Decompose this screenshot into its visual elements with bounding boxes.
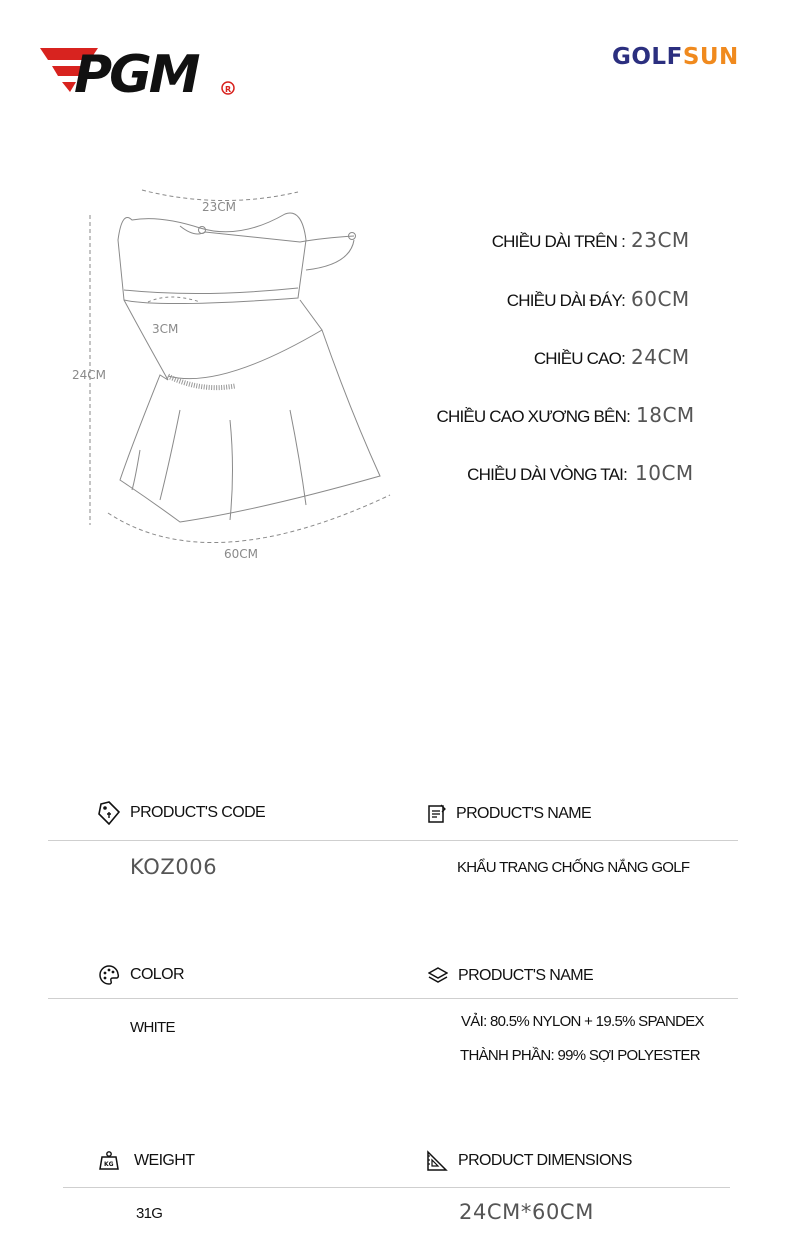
section-header-weight [98, 1148, 194, 1174]
diagram-label-bottom-width: 60CM [224, 547, 259, 561]
divider [48, 840, 738, 841]
dimensions-value: 24CM*60CM [459, 1200, 594, 1224]
spec-row-bottom-length [400, 287, 760, 317]
spec-value: 24CM [631, 345, 690, 369]
section-header-dimensions [426, 1148, 632, 1174]
color-value: WHITE [130, 1019, 175, 1036]
spec-row-top-length [400, 228, 760, 258]
pgm-logo [40, 44, 240, 98]
section-title: PRODUCT'S NAME [456, 805, 592, 822]
weight-icon [98, 1150, 120, 1172]
ruler-triangle-icon [426, 1150, 448, 1172]
section-header-material [428, 963, 593, 989]
diagram-label-top-width: 23CM [202, 200, 237, 214]
diagram-label-height: 24CM [72, 368, 107, 382]
section-header-name [428, 801, 591, 827]
spec-value: 60CM [631, 287, 690, 311]
spec-value: 23CM [631, 228, 690, 252]
document-icon [428, 804, 446, 824]
section-title: PRODUCT'S CODE [130, 804, 266, 821]
spec-row-ear-loop [400, 461, 760, 491]
spec-label: CHIỀU CAO XƯƠNG BÊN: [436, 407, 630, 426]
pgm-logo-text: PGM [74, 45, 198, 98]
golfsun-logo-golf: GOLF [612, 44, 683, 70]
material-composition-value: THÀNH PHẦN: 99% SỢI POLYESTER [460, 1047, 700, 1064]
divider [48, 998, 738, 999]
divider [63, 1187, 730, 1188]
spec-label: CHIỀU DÀI VÒNG TAI: [467, 465, 627, 484]
section-title: PRODUCT DIMENSIONS [458, 1152, 632, 1169]
section-header-code [98, 800, 265, 826]
spec-row-side-height [400, 403, 760, 433]
weight-value: 31G [136, 1205, 163, 1222]
diagram-label-nose-gap: 3CM [152, 322, 179, 336]
svg-text:R: R [225, 85, 232, 94]
spec-label: CHIỀU DÀI ĐÁY: [506, 291, 625, 310]
spec-row-height [400, 345, 760, 375]
spec-label: CHIỀU DÀI TRÊN : [491, 232, 625, 251]
palette-icon [98, 964, 120, 986]
spec-value: 10CM [635, 461, 694, 485]
section-header-color [98, 962, 184, 988]
spec-value: 18CM [636, 403, 695, 427]
weight-icon-text: KG [104, 1161, 114, 1168]
spec-label: CHIỀU CAO: [533, 349, 625, 368]
tag-icon [98, 801, 120, 825]
layers-icon [428, 966, 448, 986]
mask-diagram [60, 180, 410, 570]
material-fabric-value: VẢI: 80.5% NYLON + 19.5% SPANDEX [461, 1013, 704, 1030]
product-code-value: KOZ006 [130, 855, 218, 879]
section-title: WEIGHT [134, 1152, 195, 1169]
section-title: COLOR [130, 966, 184, 983]
section-title: PRODUCT'S NAME [458, 967, 594, 984]
product-name-value: KHẨU TRANG CHỐNG NẮNG GOLF [457, 859, 690, 876]
golfsun-logo-sun: SUN [682, 44, 739, 70]
golfsun-logo [612, 44, 739, 70]
